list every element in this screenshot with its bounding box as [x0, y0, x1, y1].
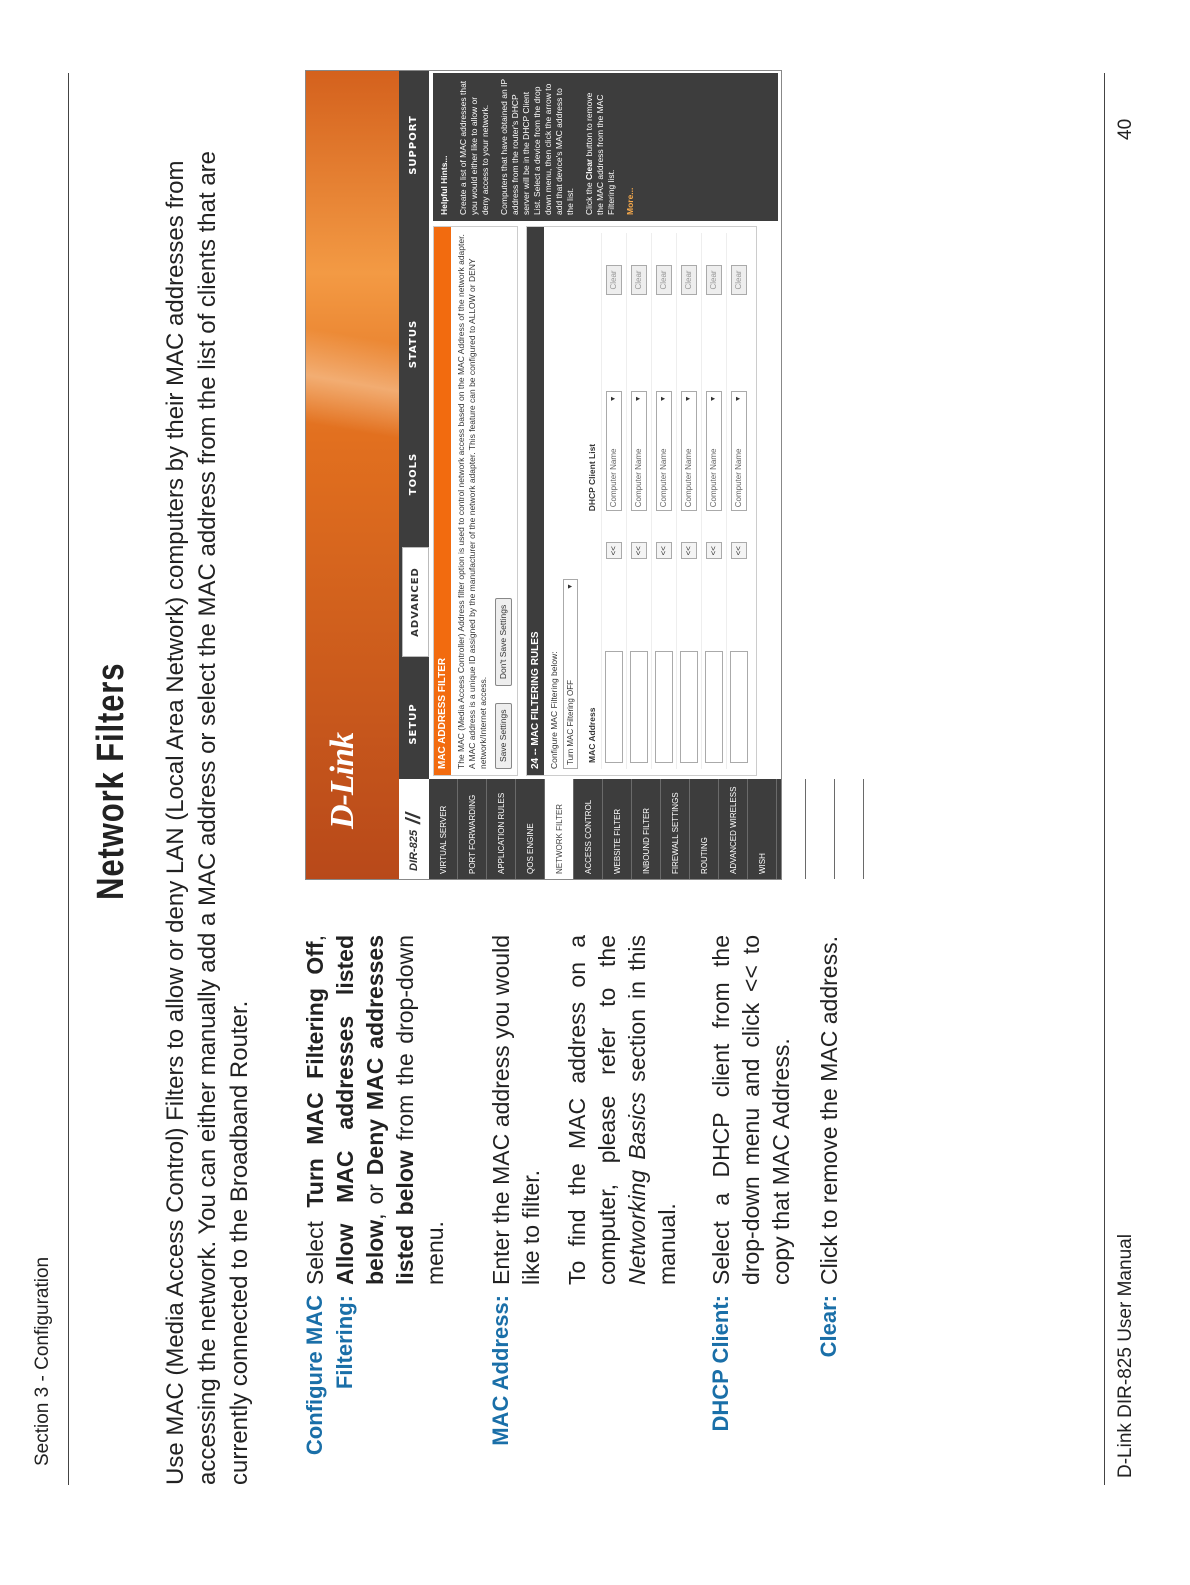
- footer-manual-title: D-Link DIR-825 User Manual: [1115, 1234, 1136, 1478]
- table-row: [677, 233, 702, 769]
- tab-support[interactable]: SUPPORT: [408, 115, 419, 175]
- mac-address-input[interactable]: [680, 651, 698, 763]
- sidebar-item-port-forwarding[interactable]: PORT FORWARDING: [458, 779, 487, 879]
- model-label: DIR-825 //: [399, 779, 429, 879]
- term-configure: Configure MAC Filtering:: [302, 1295, 357, 1456]
- desc-mac: Enter the MAC address you would like to filter.: [488, 935, 544, 1285]
- desc-note: To find the MAC address on a computer, please refer to the Networking Basics section in this manual.: [564, 935, 680, 1285]
- definition-clear: [814, 935, 844, 1485]
- router-screenshot: [305, 70, 854, 880]
- col-dhcp-client: DHCP Client List: [587, 443, 597, 512]
- mac-filter-title: MAC ADDRESS FILTER: [434, 227, 451, 775]
- clear-button[interactable]: Clear: [681, 265, 697, 294]
- tab-setup[interactable]: SETUP: [408, 703, 419, 745]
- desc-clear: Click to remove the MAC address.: [816, 936, 842, 1285]
- main-panel: [433, 226, 778, 776]
- mac-filter-description: The MAC (Media Access Controller) Address filter option is used to control network access based on the MAC Address of the network adapter. A MAC address is a unique ID assigned by the manufacturer of the network adapter. This feature can be configured to ALLOW or DENY network/Internet access.: [456, 234, 488, 769]
- copy-mac-button[interactable]: <<: [656, 542, 672, 559]
- page-number: 40: [1115, 118, 1136, 140]
- helpful-hints-panel: [433, 73, 778, 221]
- mac-address-input[interactable]: [605, 651, 623, 763]
- hint-2: Computers that have obtained an IP address from the router's DHCP server will be in the DHCP Client List. Select a device from the drop down menu, then click the arrow to add that device's MAC address to the list.: [499, 79, 575, 215]
- dlink-logo: D-Link: [324, 733, 361, 829]
- mac-rules-table: [584, 233, 751, 769]
- advanced-sidebar: [429, 779, 854, 879]
- sidebar-item-guest-zone[interactable]: GUEST ZONE: [835, 779, 864, 879]
- sidebar-item-access-control[interactable]: ACCESS CONTROL: [574, 779, 603, 879]
- header-rule: [68, 73, 69, 1485]
- sidebar-item-advanced-wireless[interactable]: ADVANCED WIRELESS: [719, 779, 748, 879]
- table-row: [702, 233, 727, 769]
- tab-tools[interactable]: TOOLS: [408, 452, 419, 496]
- sidebar-item-inbound-filter[interactable]: INBOUND FILTER: [632, 779, 661, 879]
- top-nav: [399, 71, 429, 879]
- dont-save-settings-button[interactable]: Don't Save Settings: [495, 598, 512, 686]
- copy-mac-button[interactable]: <<: [681, 542, 697, 559]
- desc-configure: Select Turn MAC Filtering Off, Allow MAC addresses listed below, or Deny MAC addresses listed below from the drop-down menu.: [302, 935, 448, 1285]
- sidebar-item-routing[interactable]: ROUTING: [690, 779, 719, 879]
- hints-title: Helpful Hints...: [439, 155, 449, 215]
- clear-button[interactable]: Clear: [656, 265, 672, 294]
- section-header: Section 3 - Configuration: [32, 1256, 53, 1466]
- term-clear: Clear:: [816, 1295, 841, 1358]
- desc-dhcp: Select a DHCP client from the drop-down menu and click << to copy that MAC Address.: [708, 935, 794, 1285]
- mac-filtering-mode-select[interactable]: Turn MAC Filtering OFF ▼: [563, 579, 578, 769]
- definition-note: [562, 935, 682, 1485]
- sidebar-item-virtual-server[interactable]: VIRTUAL SERVER: [429, 779, 458, 879]
- tab-status[interactable]: STATUS: [408, 319, 419, 369]
- dhcp-client-select[interactable]: Computer Name ▼: [706, 391, 722, 511]
- definitions-list: [300, 935, 858, 1485]
- sidebar-item-application-rules[interactable]: APPLICATION RULES: [487, 779, 516, 879]
- mac-filter-box: [433, 226, 518, 776]
- configure-label: Configure MAC Filtering below:: [549, 651, 559, 769]
- chevron-down-icon: ▼: [567, 583, 574, 590]
- save-settings-button[interactable]: Save Settings: [495, 703, 512, 769]
- sidebar-item-website-filter[interactable]: WEBSITE FILTER: [603, 779, 632, 879]
- table-row: [602, 233, 627, 769]
- hint-3: Click the Clear button to remove the MAC address from the MAC Filtering list.: [584, 92, 616, 215]
- clear-button[interactable]: Clear: [731, 265, 747, 294]
- sidebar-item-wish[interactable]: WISH: [748, 779, 777, 879]
- mac-rules-box: [526, 226, 757, 776]
- dlink-banner: [306, 71, 399, 879]
- definition-mac: [486, 935, 546, 1485]
- table-row: [652, 233, 677, 769]
- model-slashes-icon: //: [403, 812, 425, 824]
- dhcp-client-select[interactable]: Computer Name ▼: [606, 391, 622, 511]
- mac-address-input[interactable]: [630, 651, 648, 763]
- sidebar-item-qos-engine[interactable]: QOS ENGINE: [516, 779, 545, 879]
- clear-button[interactable]: Clear: [706, 265, 722, 294]
- term-mac: MAC Address:: [488, 1295, 513, 1446]
- mac-rules-title: 24 -- MAC FILTERING RULES: [527, 227, 544, 775]
- col-mac-address: MAC Address: [587, 707, 597, 763]
- sidebar-item-wifi-protected-setup[interactable]: WI-FI PROTECTED SETUP: [777, 779, 806, 879]
- table-row: [727, 233, 752, 769]
- dhcp-client-select[interactable]: Computer Name ▼: [631, 391, 647, 511]
- mac-address-input[interactable]: [730, 651, 748, 763]
- copy-mac-button[interactable]: <<: [706, 542, 722, 559]
- mac-address-input[interactable]: [705, 651, 723, 763]
- dhcp-client-select[interactable]: Computer Name ▼: [681, 391, 697, 511]
- intro-paragraph: Use MAC (Media Access Control) Filters to allow or deny LAN (Local Area Network) computers by their MAC addresses from accessing the network. You can either manually add a MAC address or select the MAC address from the list of clients that are currently connected to the Broadband Router.: [162, 150, 253, 1485]
- page-title: Network Filters: [90, 662, 132, 900]
- table-row: [627, 233, 652, 769]
- sidebar-item-advanced-network[interactable]: ADVANCED NETWORK: [806, 779, 835, 879]
- clear-button[interactable]: Clear: [631, 265, 647, 294]
- copy-mac-button[interactable]: <<: [631, 542, 647, 559]
- copy-mac-button[interactable]: <<: [731, 542, 747, 559]
- definition-configure: [300, 935, 450, 1485]
- sidebar-item-firewall-settings[interactable]: FIREWALL SETTINGS: [661, 779, 690, 879]
- term-dhcp: DHCP Client:: [708, 1295, 733, 1432]
- sidebar-item-network-filter[interactable]: NETWORK FILTER: [545, 779, 574, 879]
- copy-mac-button[interactable]: <<: [606, 542, 622, 559]
- mac-address-input[interactable]: [655, 651, 673, 763]
- dhcp-client-select[interactable]: Computer Name ▼: [656, 391, 672, 511]
- hint-1: Create a list of MAC addresses that you would either like to allow or deny access to your network.: [458, 80, 490, 215]
- clear-button[interactable]: Clear: [606, 265, 622, 294]
- dhcp-client-select[interactable]: Computer Name ▼: [731, 391, 747, 511]
- footer-rule: [1104, 73, 1105, 1485]
- more-link[interactable]: More...: [625, 187, 635, 215]
- definition-dhcp: [706, 935, 796, 1485]
- tab-advanced[interactable]: ADVANCED: [402, 547, 429, 657]
